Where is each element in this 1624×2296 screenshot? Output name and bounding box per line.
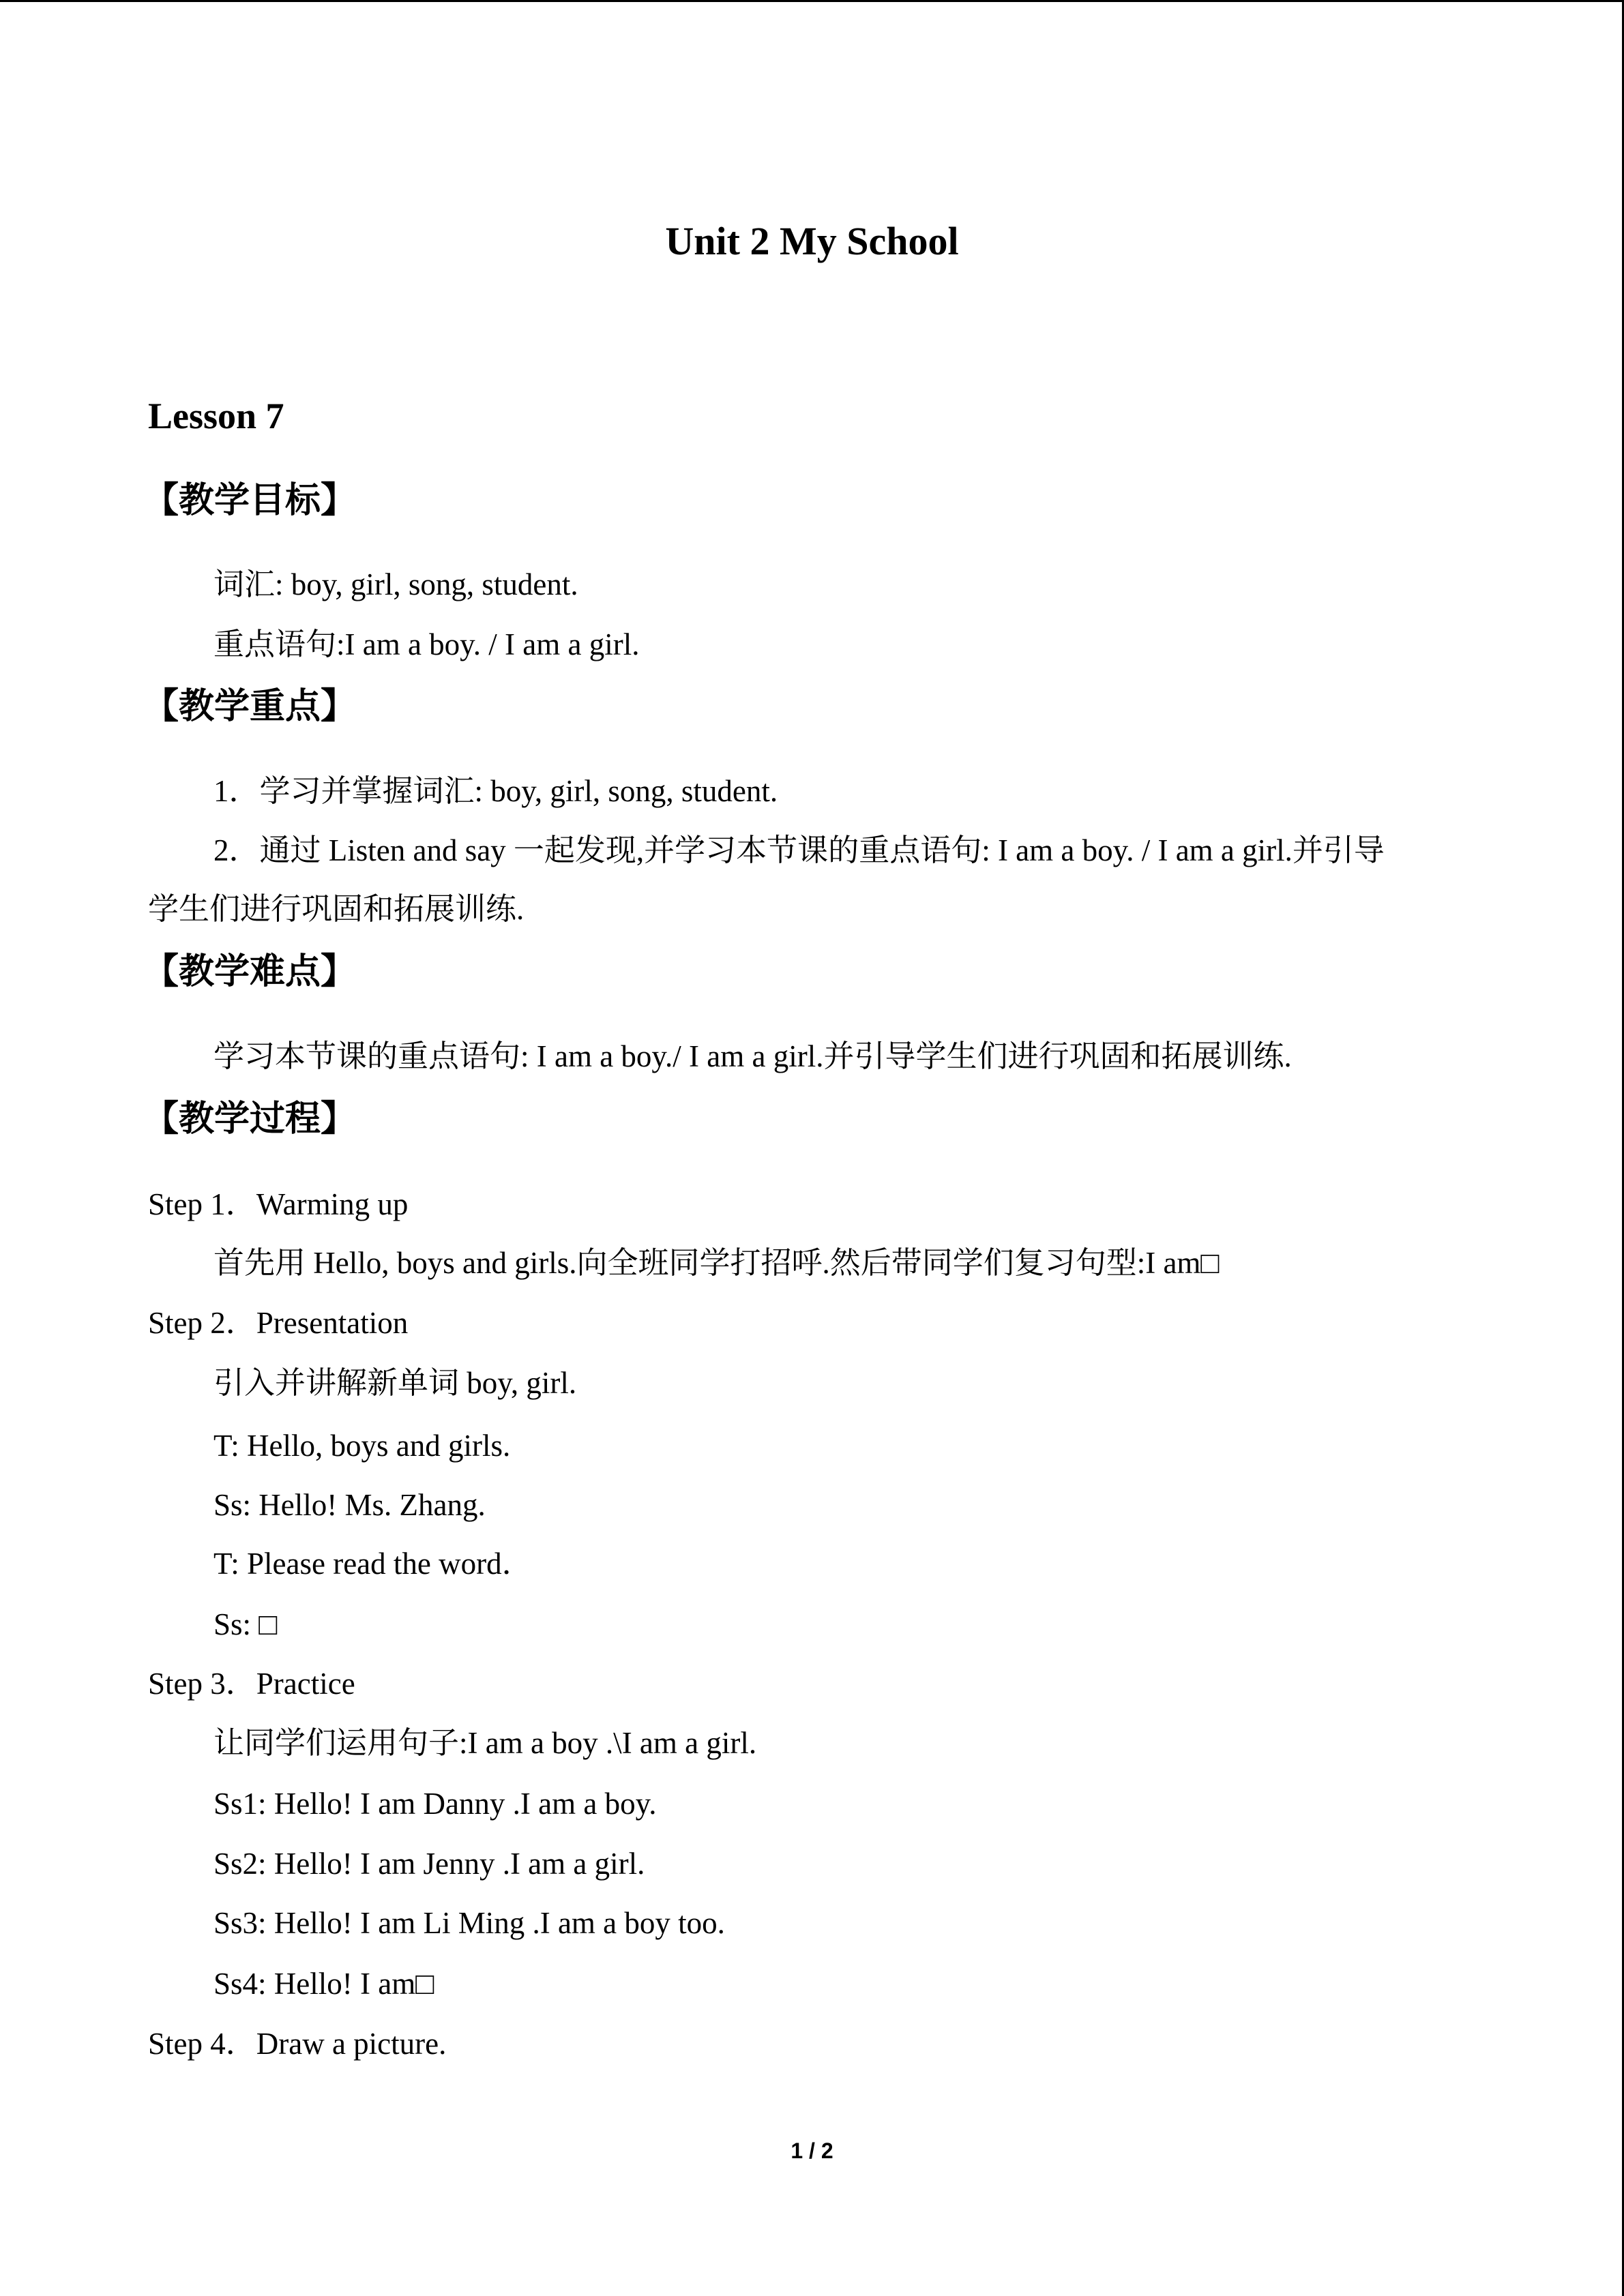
objectives-line: 重点语句:I am a boy. / I am a girl. — [213, 627, 640, 661]
step-line: Ss: Hello! Ms. Zhang. — [213, 1488, 486, 1522]
key-points-line: 1．学习并掌握词汇: boy, girl, song, student. — [213, 774, 778, 808]
step-title: Step 1．Warming up — [148, 1187, 409, 1221]
step-line: Ss2: Hello! I am Jenny .I am a girl. — [213, 1847, 645, 1881]
key-points-line: 2．通过 Listen and say 一起发现,并学习本节课的重点语句: I am a boy. / I am a girl.并引导 — [213, 833, 1385, 867]
step-title: Step 3．Practice — [148, 1667, 355, 1701]
step-title: Step 2．Presentation — [148, 1306, 409, 1340]
step-line: Ss3: Hello! I am Li Ming .I am a boy too. — [213, 1906, 725, 1940]
document-title: Unit 2 My School — [665, 219, 959, 263]
step-line: Ss1: Hello! I am Danny .I am a boy. — [213, 1787, 657, 1821]
step-line: 引入并讲解新单词 boy, girl. — [213, 1366, 577, 1400]
step-line: Ss: □ — [213, 1607, 278, 1641]
page-number: 1 / 2 — [791, 2138, 833, 2163]
step-line: T: Please read the word． — [213, 1547, 533, 1581]
key-points-line: 学生们进行巩固和拓展训练. — [148, 892, 525, 926]
objectives-line: 词汇: boy, girl, song, student. — [213, 567, 578, 601]
step-line: 首先用 Hello, boys and girls.向全班同学打招呼.然后带同学们复习句型:I am□ — [213, 1246, 1220, 1280]
step-line: 让同学们运用句子:I am a boy .\I am a girl. — [213, 1726, 757, 1760]
step-title: Step 4．Draw a picture. — [148, 2027, 447, 2061]
difficulties-line: 学习本节课的重点语句: I am a boy./ I am a girl.并引导学生们进行巩固和拓展训练. — [213, 1039, 1292, 1073]
step-line: T: Hello, boys and girls. — [213, 1429, 511, 1463]
lesson-heading: Lesson 7 — [148, 396, 284, 436]
section-heading-objectives: 【教学目标】 — [143, 480, 357, 521]
section-heading-key-points: 【教学重点】 — [143, 686, 357, 727]
step-line: Ss4: Hello! I am□ — [213, 1967, 434, 2001]
section-heading-difficulties: 【教学难点】 — [143, 951, 357, 992]
section-heading-process: 【教学过程】 — [143, 1099, 357, 1139]
